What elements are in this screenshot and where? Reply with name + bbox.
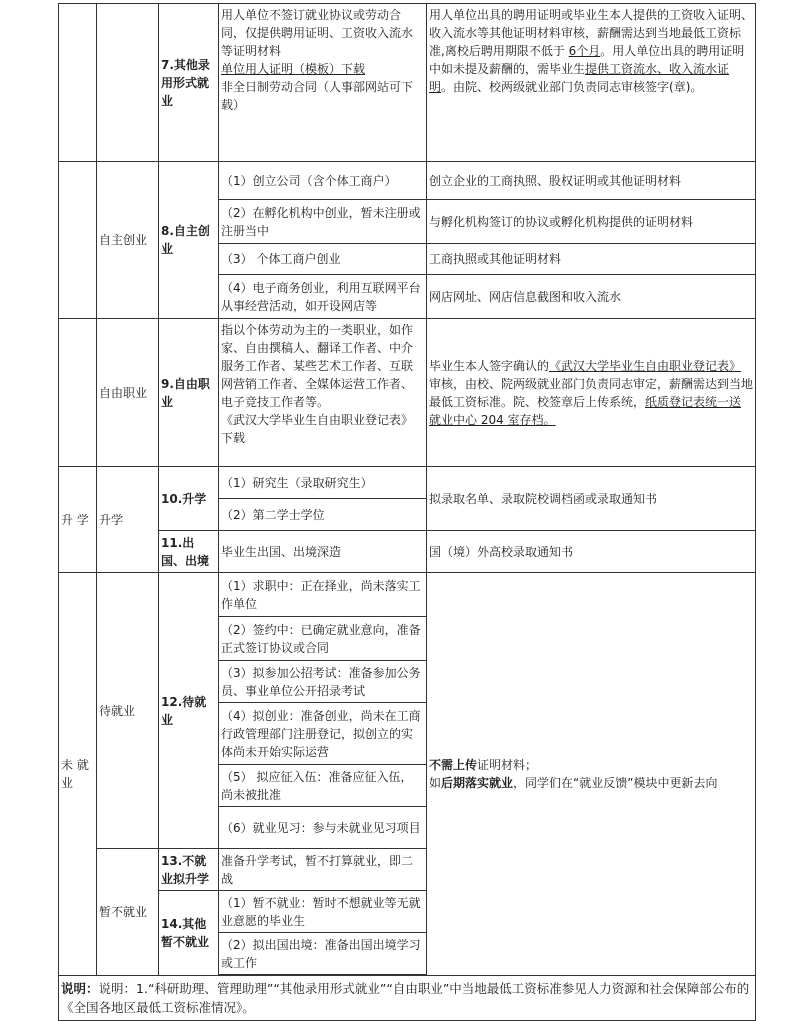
category-waiting: 待就业 bbox=[97, 573, 159, 849]
material-8-2: 与孵化机构签订的协议或孵化机构提供的证明材料 bbox=[427, 200, 756, 244]
subcategory-14: 14.其他暂不就业 bbox=[159, 891, 219, 976]
desc-13: 准备升学考试，暂不打算就业，即二战 bbox=[219, 849, 427, 891]
desc-7-contract: 非全日制劳动合同（人事部网站可下载） bbox=[221, 80, 414, 112]
category-further-study: 升学 bbox=[97, 467, 159, 573]
material-9 bbox=[427, 319, 756, 467]
desc-8-3: （3） 个体工商户创业 bbox=[219, 244, 427, 275]
subcategory-8: 8.自主创业 bbox=[159, 162, 219, 319]
desc-9-text: 指以个体劳动为主的一类职业，如作家、自由撰稿人、翻译工作者、中介服务工作者、某些艺术工作者、互联网营销工作者、全媒体运营工作者、电子竞技工作者等。 bbox=[221, 323, 414, 409]
material-7-a: 用人单位出具的聘用证明或毕业生本人提供的工资收入证明、收入流水等其他证明材料审核，薪酬需达到当地最低工资标准,离校后聘用期限不低于 bbox=[429, 8, 754, 58]
category-self-employ: 自主创业 bbox=[97, 162, 159, 319]
row-self-employ-1 bbox=[59, 162, 756, 200]
subcategory-10: 10.升学 bbox=[159, 467, 219, 531]
desc-11: 毕业生出国、出境深造 bbox=[219, 531, 427, 573]
material-7-e: 。由院、校两级就业部门负责同志审核签字(章)。 bbox=[441, 80, 703, 94]
material-u-3: ，同学们在“就业反馈”模块中更新去向 bbox=[513, 776, 718, 790]
desc-9 bbox=[219, 319, 427, 467]
desc-8-2: （2）在孵化机构中创业，暂未注册或注册当中 bbox=[219, 200, 427, 244]
note-cell bbox=[59, 976, 756, 1021]
category-freelance: 自由职业 bbox=[97, 319, 159, 467]
row-note bbox=[59, 976, 756, 1021]
material-8-3: 工商执照或其他证明材料 bbox=[427, 244, 756, 275]
material-7-b: 6个月 bbox=[568, 44, 601, 58]
material-10: 拟录取名单、录取院校调档函或录取通知书 bbox=[427, 467, 756, 531]
desc-12-4: （4）拟创业：准备创业，尚未在工商行政管理部门注册登记，拟创立的实体尚未开始实际运营 bbox=[219, 703, 427, 765]
freelance-form-download-link[interactable]: 《武汉大学毕业生自由职业登记表》下载 bbox=[221, 413, 414, 445]
subcategory-12: 12.待就业 bbox=[159, 573, 219, 849]
desc-7-text: 用人单位不签订就业协议或劳动合同，仅提供聘用证明、工资收入流水等证明材料 bbox=[221, 8, 414, 58]
note-text: 说明：1.“科研助理、管理助理”“其他录用形式就业”“自由职业”中当地最低工资标准参见人力资源和社会保障部公布的《全国各地区最低工资标准情况》。 bbox=[61, 981, 750, 1015]
desc-8-4: （4）电子商务创业，利用互联网平台从事经营活动，如开设网店等 bbox=[219, 275, 427, 319]
material-u-bold-1: 不需上传 bbox=[429, 758, 478, 772]
group-further-study: 升 学 bbox=[59, 467, 97, 573]
desc-8-1: （1）创立公司（含个体工商户） bbox=[219, 162, 427, 200]
material-7 bbox=[427, 4, 756, 162]
desc-12-2: （2）签约中：已确定就业意向，准备正式签订协议或合同 bbox=[219, 617, 427, 661]
subcategory-11: 11.出国、出境 bbox=[159, 531, 219, 573]
subcategory-13: 13.不就业拟升学 bbox=[159, 849, 219, 891]
material-8-1: 创立企业的工商执照、股权证明或其他证明材料 bbox=[427, 162, 756, 200]
desc-12-5: （5） 拟应征入伍：准备应征入伍，尚未被批准 bbox=[219, 765, 427, 807]
row-freelance bbox=[59, 319, 756, 467]
employer-proof-template-link[interactable]: 单位用人证明（模板）下载 bbox=[221, 62, 366, 76]
row-study-abroad bbox=[59, 531, 756, 573]
employment-category-table bbox=[58, 3, 756, 1021]
material-u-bold-2: 后期落实就业 bbox=[441, 776, 514, 790]
row-unemployed-1 bbox=[59, 573, 756, 617]
group-cell-empty-3 bbox=[59, 319, 97, 467]
desc-14-2: （2）拟出国出境：准备出国出境学习或工作 bbox=[219, 933, 427, 975]
group-cell-empty-2 bbox=[59, 162, 97, 319]
desc-10-2: （2）第二学士学位 bbox=[219, 499, 427, 531]
desc-14-1: （1）暂不就业：暂时不想就业等无就业意愿的毕业生 bbox=[219, 891, 427, 933]
group-cell-empty bbox=[59, 4, 97, 162]
category-cell-empty bbox=[97, 4, 159, 162]
note-label: 说明： bbox=[61, 981, 99, 996]
subcategory-9: 9.自由职业 bbox=[159, 319, 219, 467]
material-u-1: 证明材料； bbox=[477, 758, 538, 772]
row-other-employment bbox=[59, 4, 756, 162]
desc-12-6: （6）就业见习：参与未就业见习项目 bbox=[219, 807, 427, 849]
row-study-1 bbox=[59, 467, 756, 499]
subcategory-7: 7.其他录用形式就业 bbox=[159, 4, 219, 162]
material-unemployed bbox=[427, 573, 756, 976]
desc-7 bbox=[219, 4, 427, 162]
material-9-a: 毕业生本人签字确认的 bbox=[429, 358, 550, 373]
material-9-d: 纸质登记表统一送就业中心 204 室存档。 bbox=[429, 394, 742, 427]
desc-10-1: （1）研究生（录取研究生） bbox=[219, 467, 427, 499]
material-u-2: 如 bbox=[429, 776, 442, 790]
material-9-b: 《武汉大学毕业生自由职业登记表》 bbox=[549, 358, 742, 373]
material-8-4: 网店网址、网店信息截图和收入流水 bbox=[427, 275, 756, 319]
category-not-employed: 暂不就业 bbox=[97, 849, 159, 976]
material-11: 国（境）外高校录取通知书 bbox=[427, 531, 756, 573]
desc-12-1: （1）求职中：正在择业，尚未落实工作单位 bbox=[219, 573, 427, 617]
group-unemployed: 未 就业 bbox=[59, 573, 97, 976]
material-7-c: 。用人单位出具的聘用证明中如未提及薪酬的，需毕业生 bbox=[429, 44, 745, 76]
desc-12-3: （3）拟参加公招考试：准备参加公务员、事业单位公开招录考试 bbox=[219, 661, 427, 703]
material-7-d: 提供工资流水、收入流水证明 bbox=[429, 62, 730, 94]
material-9-c: 审核，由校、院两级就业部门负责同志审定，薪酬需达到当地最低工资标准。院、校签章后上传系统， bbox=[429, 376, 754, 409]
